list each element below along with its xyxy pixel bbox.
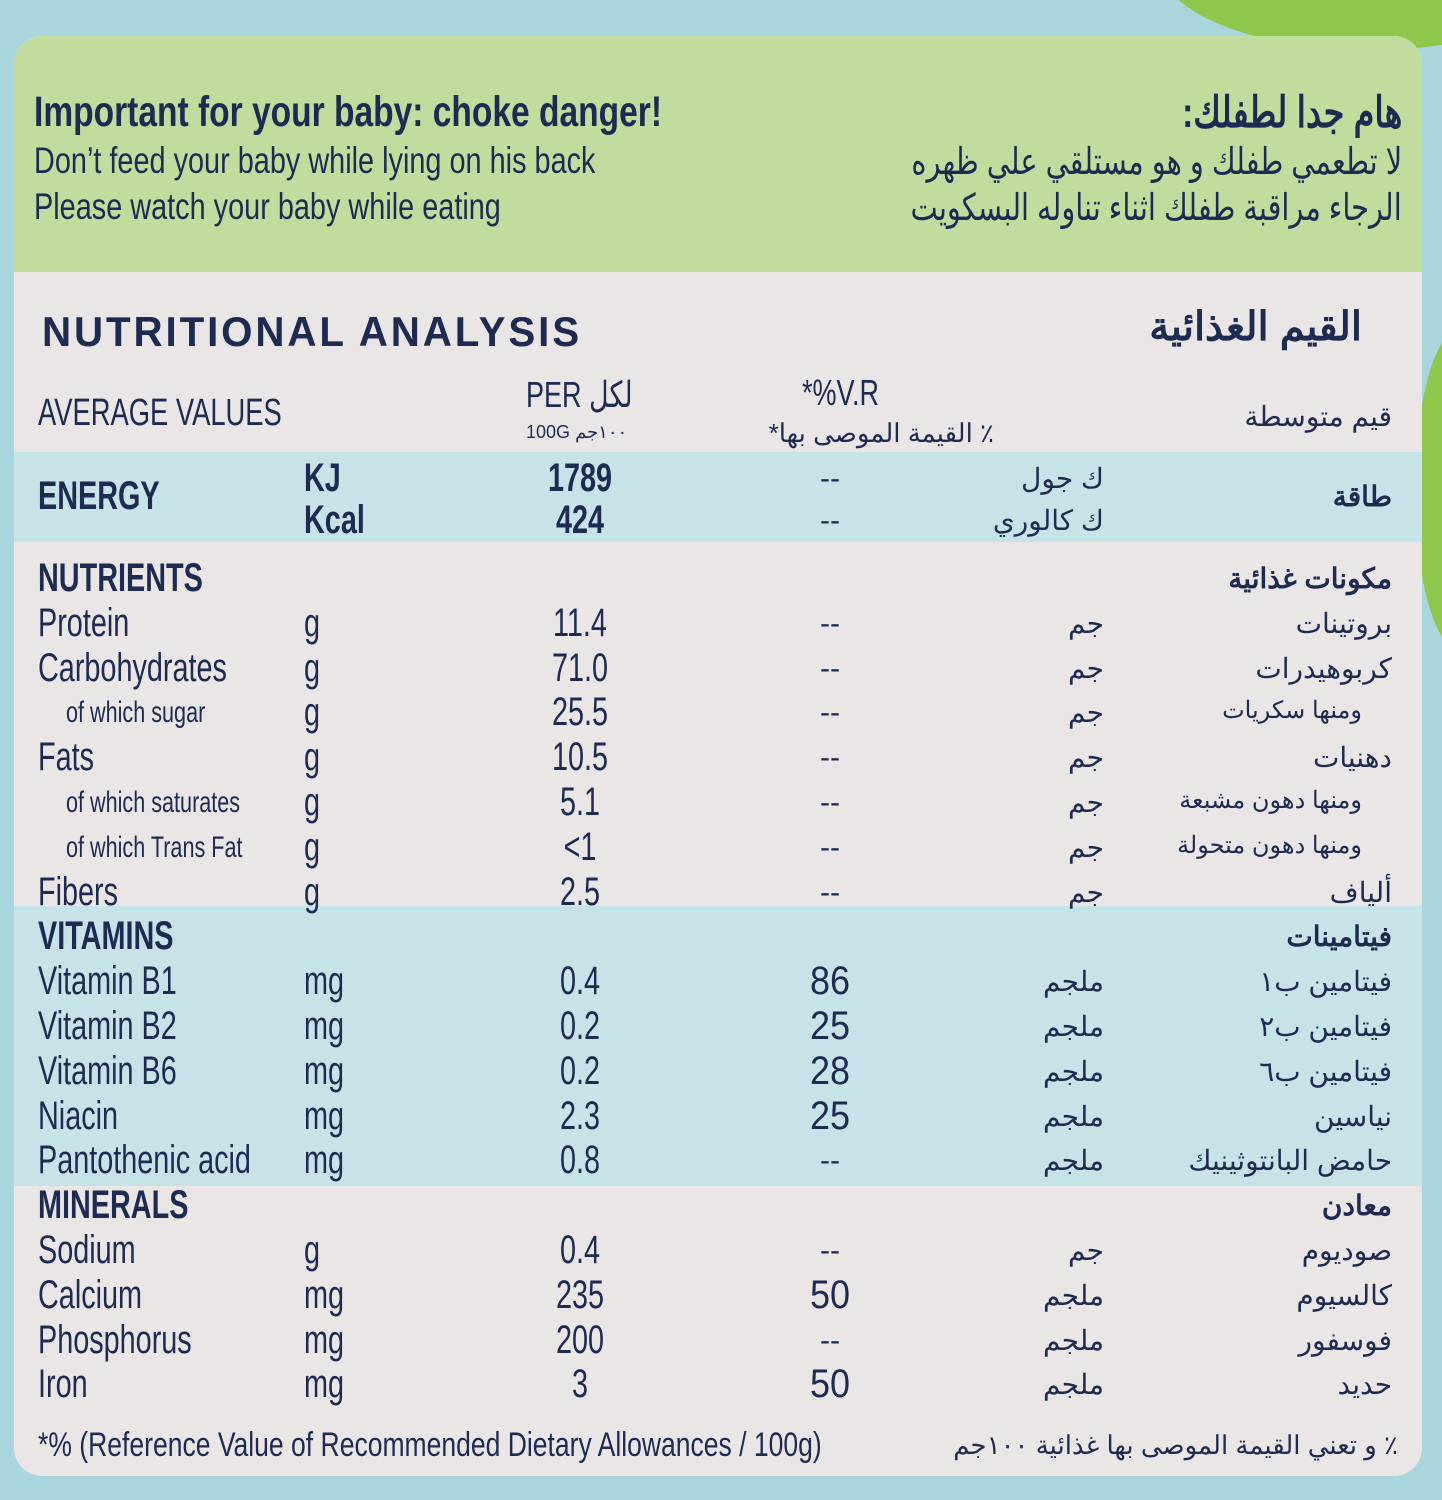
nutrient-unit: g [304, 1228, 321, 1272]
nutrient-value: 0.2 [559, 1004, 601, 1048]
nutrient-unit: mg [304, 1093, 345, 1138]
nutrient-vr: -- [820, 696, 840, 730]
section-title: VITAMINS [38, 914, 174, 959]
nutrient-unit: mg [304, 959, 345, 1004]
energy-band [14, 452, 1422, 542]
nutrient-unit-ar: جم [1068, 607, 1104, 639]
nutrient-name-ar: كالسيوم [1296, 1279, 1392, 1311]
nutrient-vr: -- [820, 1144, 840, 1178]
warning-line2-ar: الرجاء مراقبة طفلك اثناء تناوله البسكويت [910, 187, 1402, 228]
energy-unit: KJ [304, 456, 341, 500]
nutrient-value: 2.3 [559, 1093, 601, 1138]
average-values-label: AVERAGE VALUES [38, 392, 282, 434]
nutrient-unit-ar: ملجم [1043, 1100, 1104, 1132]
nutrient-vr: -- [820, 875, 840, 909]
nutrient-value: <1 [563, 824, 597, 869]
nutrient-name: Fibers [38, 869, 119, 914]
per-label-ar: لكل [589, 374, 633, 415]
nutrient-unit-ar: ملجم [1043, 966, 1104, 998]
nutrient-name: Protein [38, 600, 130, 645]
warning-line1-ar: لا تطعمي طفلك و هو مستلقي علي ظهره [911, 141, 1402, 182]
choke-warning-box [14, 36, 1422, 272]
nutrient-unit-ar: جم [1068, 742, 1104, 774]
per-amount [526, 422, 627, 443]
nutrient-unit: g [304, 690, 321, 735]
nutrient-vr: -- [820, 741, 840, 775]
nutrient-unit-ar: جم [1068, 831, 1104, 863]
nutrient-value: 10.5 [551, 735, 609, 780]
nutrient-unit-ar: ملجم [1043, 1279, 1104, 1311]
nutrient-value: 0.2 [559, 1048, 601, 1093]
nutrient-vr: -- [820, 1234, 840, 1267]
nutrient-name-ar: كربوهيدرات [1255, 652, 1392, 684]
nutrient-name: Fats [38, 735, 95, 780]
nutrient-name-ar: ومنها دهون متحولة [1177, 831, 1362, 859]
section-title: MINERALS [38, 1183, 189, 1228]
nutrient-vr: 25 [809, 1093, 851, 1138]
per-amount-en: 100G [526, 422, 571, 442]
nutrient-vr: -- [820, 606, 840, 640]
nutrient-value: 11.4 [553, 600, 607, 645]
warning-title-ar: هام جدا لطفلك: [1181, 89, 1402, 137]
nutrient-unit: g [304, 869, 321, 914]
nutrient-unit: mg [304, 1004, 345, 1048]
nutrient-unit-ar: ملجم [1043, 1011, 1104, 1042]
heading-en: NUTRITIONAL ANALYSIS [42, 308, 582, 355]
nutrient-unit-ar: ملجم [1043, 1324, 1104, 1356]
nutrient-unit: g [304, 645, 321, 690]
energy-unit-ar: ك جول [1021, 463, 1104, 494]
nutrient-vr: -- [820, 786, 840, 819]
energy-unit: Kcal [304, 498, 365, 542]
per-label [526, 374, 633, 416]
section-title-ar: معادن [1321, 1190, 1392, 1222]
energy-label-ar: طاقة [1332, 481, 1392, 512]
nutrient-name-ar: صوديوم [1301, 1235, 1392, 1266]
energy-label: ENERGY [38, 474, 160, 518]
nutrient-value: 200 [555, 1317, 605, 1362]
average-values-ar: قيم متوسطة [1244, 401, 1392, 432]
nutrient-name: Vitamin B1 [38, 959, 177, 1004]
nutrient-unit-ar: ملجم [1043, 1055, 1104, 1087]
nutrition-panel [14, 36, 1422, 1476]
nutrient-name-ar: ألياف [1329, 876, 1392, 908]
nutrient-unit: mg [304, 1048, 345, 1093]
nutrient-name: Calcium [38, 1272, 143, 1317]
nutrient-unit-ar: جم [1068, 697, 1104, 729]
nutrient-value: 235 [555, 1272, 605, 1317]
nutrient-name-ar: فوسفور [1298, 1324, 1392, 1356]
heading-ar: القيم الغذائية [1149, 305, 1362, 349]
nutrient-name: of which saturates [66, 786, 241, 819]
nutrient-vr: -- [820, 651, 840, 685]
nutrient-name: Pantothenic acid [38, 1138, 251, 1183]
nutrient-name: Sodium [38, 1228, 136, 1272]
nutrient-vr: 50 [809, 1362, 851, 1407]
nutrient-value: 5.1 [559, 780, 601, 824]
section-title-ar: فيتامينات [1286, 921, 1392, 953]
nutrient-value: 0.8 [559, 1138, 601, 1183]
nutrient-value: 0.4 [559, 959, 601, 1004]
nutrient-name-ar: ومنها دهون مشبعة [1179, 787, 1362, 814]
nutrient-name-ar: فيتامين ب٢ [1259, 1011, 1392, 1042]
footer-note-ar: ٪ و تعني القيمة الموصى بها غذائية ١٠٠جم [953, 1430, 1398, 1460]
nutrient-vr: 25 [809, 1004, 851, 1048]
nutrient-name: Carbohydrates [38, 645, 227, 690]
nutrient-unit-ar: جم [1068, 876, 1104, 908]
section-title: NUTRIENTS [38, 556, 203, 600]
nutrient-name: Niacin [38, 1093, 119, 1138]
nutrient-unit: g [304, 735, 321, 780]
warning-line2-en: Please watch your baby while eating [34, 186, 501, 227]
nutrient-unit: mg [304, 1362, 345, 1407]
nutrient-name-ar: حديد [1337, 1369, 1392, 1401]
nutrient-name: Vitamin B2 [38, 1004, 177, 1048]
nutrient-name-ar: دهنيات [1312, 742, 1392, 774]
nutrient-vr: -- [820, 1323, 840, 1357]
energy-vr: -- [820, 462, 840, 495]
nutrient-vr: 50 [809, 1272, 851, 1317]
nutrient-unit-ar: ملجم [1043, 1145, 1104, 1177]
warning-title-en: Important for your baby: choke danger! [34, 88, 663, 136]
nutrient-name: of which Trans Fat [66, 830, 243, 864]
nutrient-name-ar: نياسين [1314, 1100, 1392, 1132]
nutrient-unit-ar: جم [1068, 652, 1104, 684]
nutrient-vr: 28 [809, 1048, 851, 1093]
nutrient-value: 0.4 [559, 1228, 601, 1272]
nutrient-unit: mg [304, 1317, 345, 1362]
nutrient-name: Iron [38, 1362, 88, 1407]
nutrient-unit-ar: ملجم [1043, 1369, 1104, 1401]
section-title-ar: مكونات غذائية [1228, 563, 1392, 594]
energy-value: 424 [555, 498, 605, 542]
vr-label-en: *%V.R [802, 372, 880, 413]
nutrient-value: 71.0 [551, 645, 609, 690]
nutrient-unit: g [304, 600, 321, 645]
per-amount-ar: ١٠٠جم [575, 422, 628, 442]
footer-note-en: *% (Reference Value of Recommended Dietary Allowances / 100g) [38, 1426, 822, 1464]
nutrient-value: 3 [571, 1362, 589, 1407]
per-label-en: PER [526, 374, 582, 415]
nutrient-name-ar: بروتينات [1295, 607, 1392, 639]
nutrient-name: Vitamin B6 [38, 1048, 177, 1093]
nutrient-name: Phosphorus [38, 1317, 192, 1362]
nutrient-unit: mg [304, 1138, 345, 1183]
nutrient-unit: g [304, 780, 321, 824]
energy-value: 1789 [547, 456, 613, 500]
warning-line1-en: Don’t feed your baby while lying on his back [34, 140, 596, 181]
nutrient-name-ar: ومنها سكريات [1222, 697, 1362, 725]
nutrient-unit-ar: جم [1068, 1235, 1104, 1266]
nutrient-unit-ar: جم [1068, 787, 1104, 818]
nutrient-unit: mg [304, 1272, 345, 1317]
nutrient-unit: g [304, 824, 321, 869]
nutrient-name-ar: فيتامين ب١ [1259, 966, 1392, 998]
nutrient-name: of which sugar [66, 696, 206, 730]
nutrient-name-ar: فيتامين ب٦ [1259, 1055, 1392, 1087]
nutrient-name-ar: حامض البانتوثينيك [1188, 1145, 1392, 1177]
nutrient-vr: 86 [809, 959, 851, 1004]
energy-unit-ar: ك كالوري [992, 505, 1104, 536]
vr-label-ar: ٪ القيمة الموصى بها* [768, 418, 994, 448]
nutrient-value: 25.5 [551, 690, 609, 735]
nutrient-vr: -- [820, 830, 840, 864]
nutrient-value: 2.5 [559, 869, 601, 914]
energy-vr: -- [820, 504, 840, 537]
